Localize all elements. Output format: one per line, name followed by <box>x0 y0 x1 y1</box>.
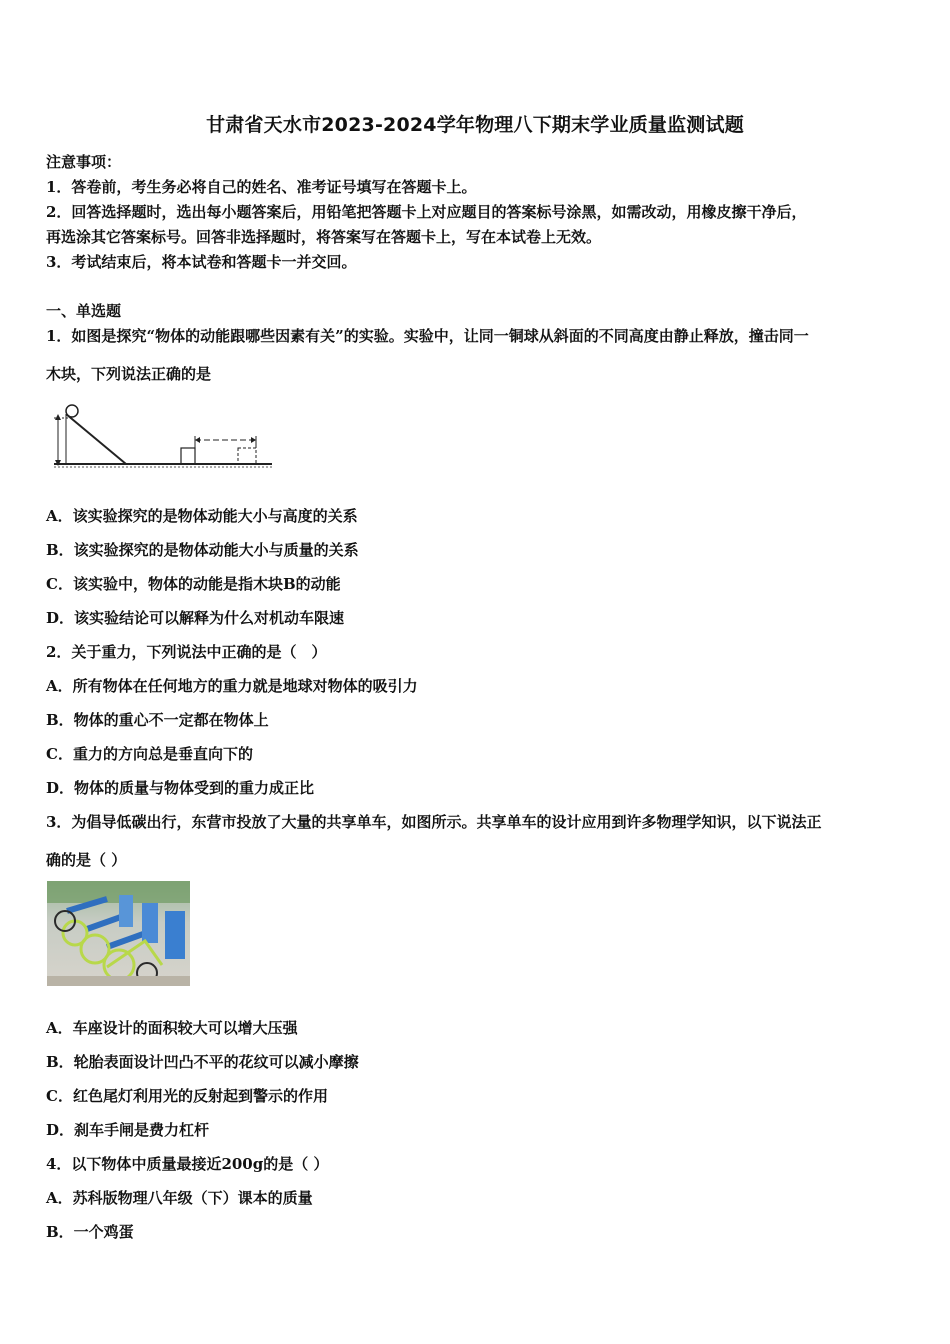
question-3-stem: 3．为倡导低碳出行，东营市投放了大量的共享单车，如图所示。共享单车的设计应用到许多物理学知识，以下说法正 <box>46 813 822 831</box>
exam-title: 甘肃省天水市2023-2024学年物理八下期末学业质量监测试题 <box>206 114 744 136</box>
question-1-option-d: D．该实验结论可以解释为什么对机动车限速 <box>46 609 345 627</box>
question-3-option-a: A．车座设计的面积较大可以增大压强 <box>46 1019 298 1037</box>
question-1-stem: 木块，下列说法正确的是 <box>46 365 212 383</box>
incline-experiment-figure <box>50 402 275 472</box>
question-3-option-b: B．轮胎表面设计凹凸不平的花纹可以减小摩擦 <box>46 1053 359 1071</box>
question-2-option-c: C．重力的方向总是垂直向下的 <box>46 745 253 763</box>
question-3-option-d: D．刹车手闸是费力杠杆 <box>46 1121 210 1139</box>
question-2-option-a: A．所有物体在任何地方的重力就是地球对物体的吸引力 <box>46 677 418 695</box>
notice-item: 再选涂其它答案标号。回答非选择题时，将答案写在答题卡上，写在本试卷上无效。 <box>46 228 602 246</box>
question-4-stem: 4．以下物体中质量最接近200g的是（ ） <box>46 1155 329 1173</box>
question-1-option-c: C．该实验中，物体的动能是指木块B的动能 <box>46 575 341 593</box>
question-1-option-b: B．该实验探究的是物体动能大小与质量的关系 <box>46 541 359 559</box>
notice-item: 2．回答选择题时，选出每小题答案后，用铅笔把答题卡上对应题目的答案标号涂黑，如需改动，用橡皮擦干净后， <box>46 203 807 221</box>
question-2-option-b: B．物体的重心不一定都在物体上 <box>46 711 269 729</box>
question-3-stem: 确的是（ ） <box>46 851 127 869</box>
question-1-stem: 1．如图是探究“物体的动能跟哪些因素有关”的实验。实验中，让同一铜球从斜面的不同高度由静止释放，撞击同一 <box>46 327 809 345</box>
shared-bikes-photo <box>47 881 190 986</box>
notice-item: 3．考试结束后，将本试卷和答题卡一并交回。 <box>46 253 357 271</box>
question-4-option-a: A．苏科版物理八年级（下）课本的质量 <box>46 1189 313 1207</box>
notice-item: 1．答卷前，考生务必将自己的姓名、准考证号填写在答题卡上。 <box>46 178 477 196</box>
notice-heading: 注意事项： <box>46 153 122 171</box>
question-3-option-c: C．红色尾灯利用光的反射起到警示的作用 <box>46 1087 328 1105</box>
section-heading: 一、单选题 <box>46 302 122 320</box>
question-2-stem: 2．关于重力，下列说法中正确的是（ ） <box>46 643 327 661</box>
question-4-option-b: B．一个鸡蛋 <box>46 1223 134 1241</box>
question-1-option-a: A．该实验探究的是物体动能大小与高度的关系 <box>46 507 358 525</box>
question-2-option-d: D．物体的质量与物体受到的重力成正比 <box>46 779 315 797</box>
